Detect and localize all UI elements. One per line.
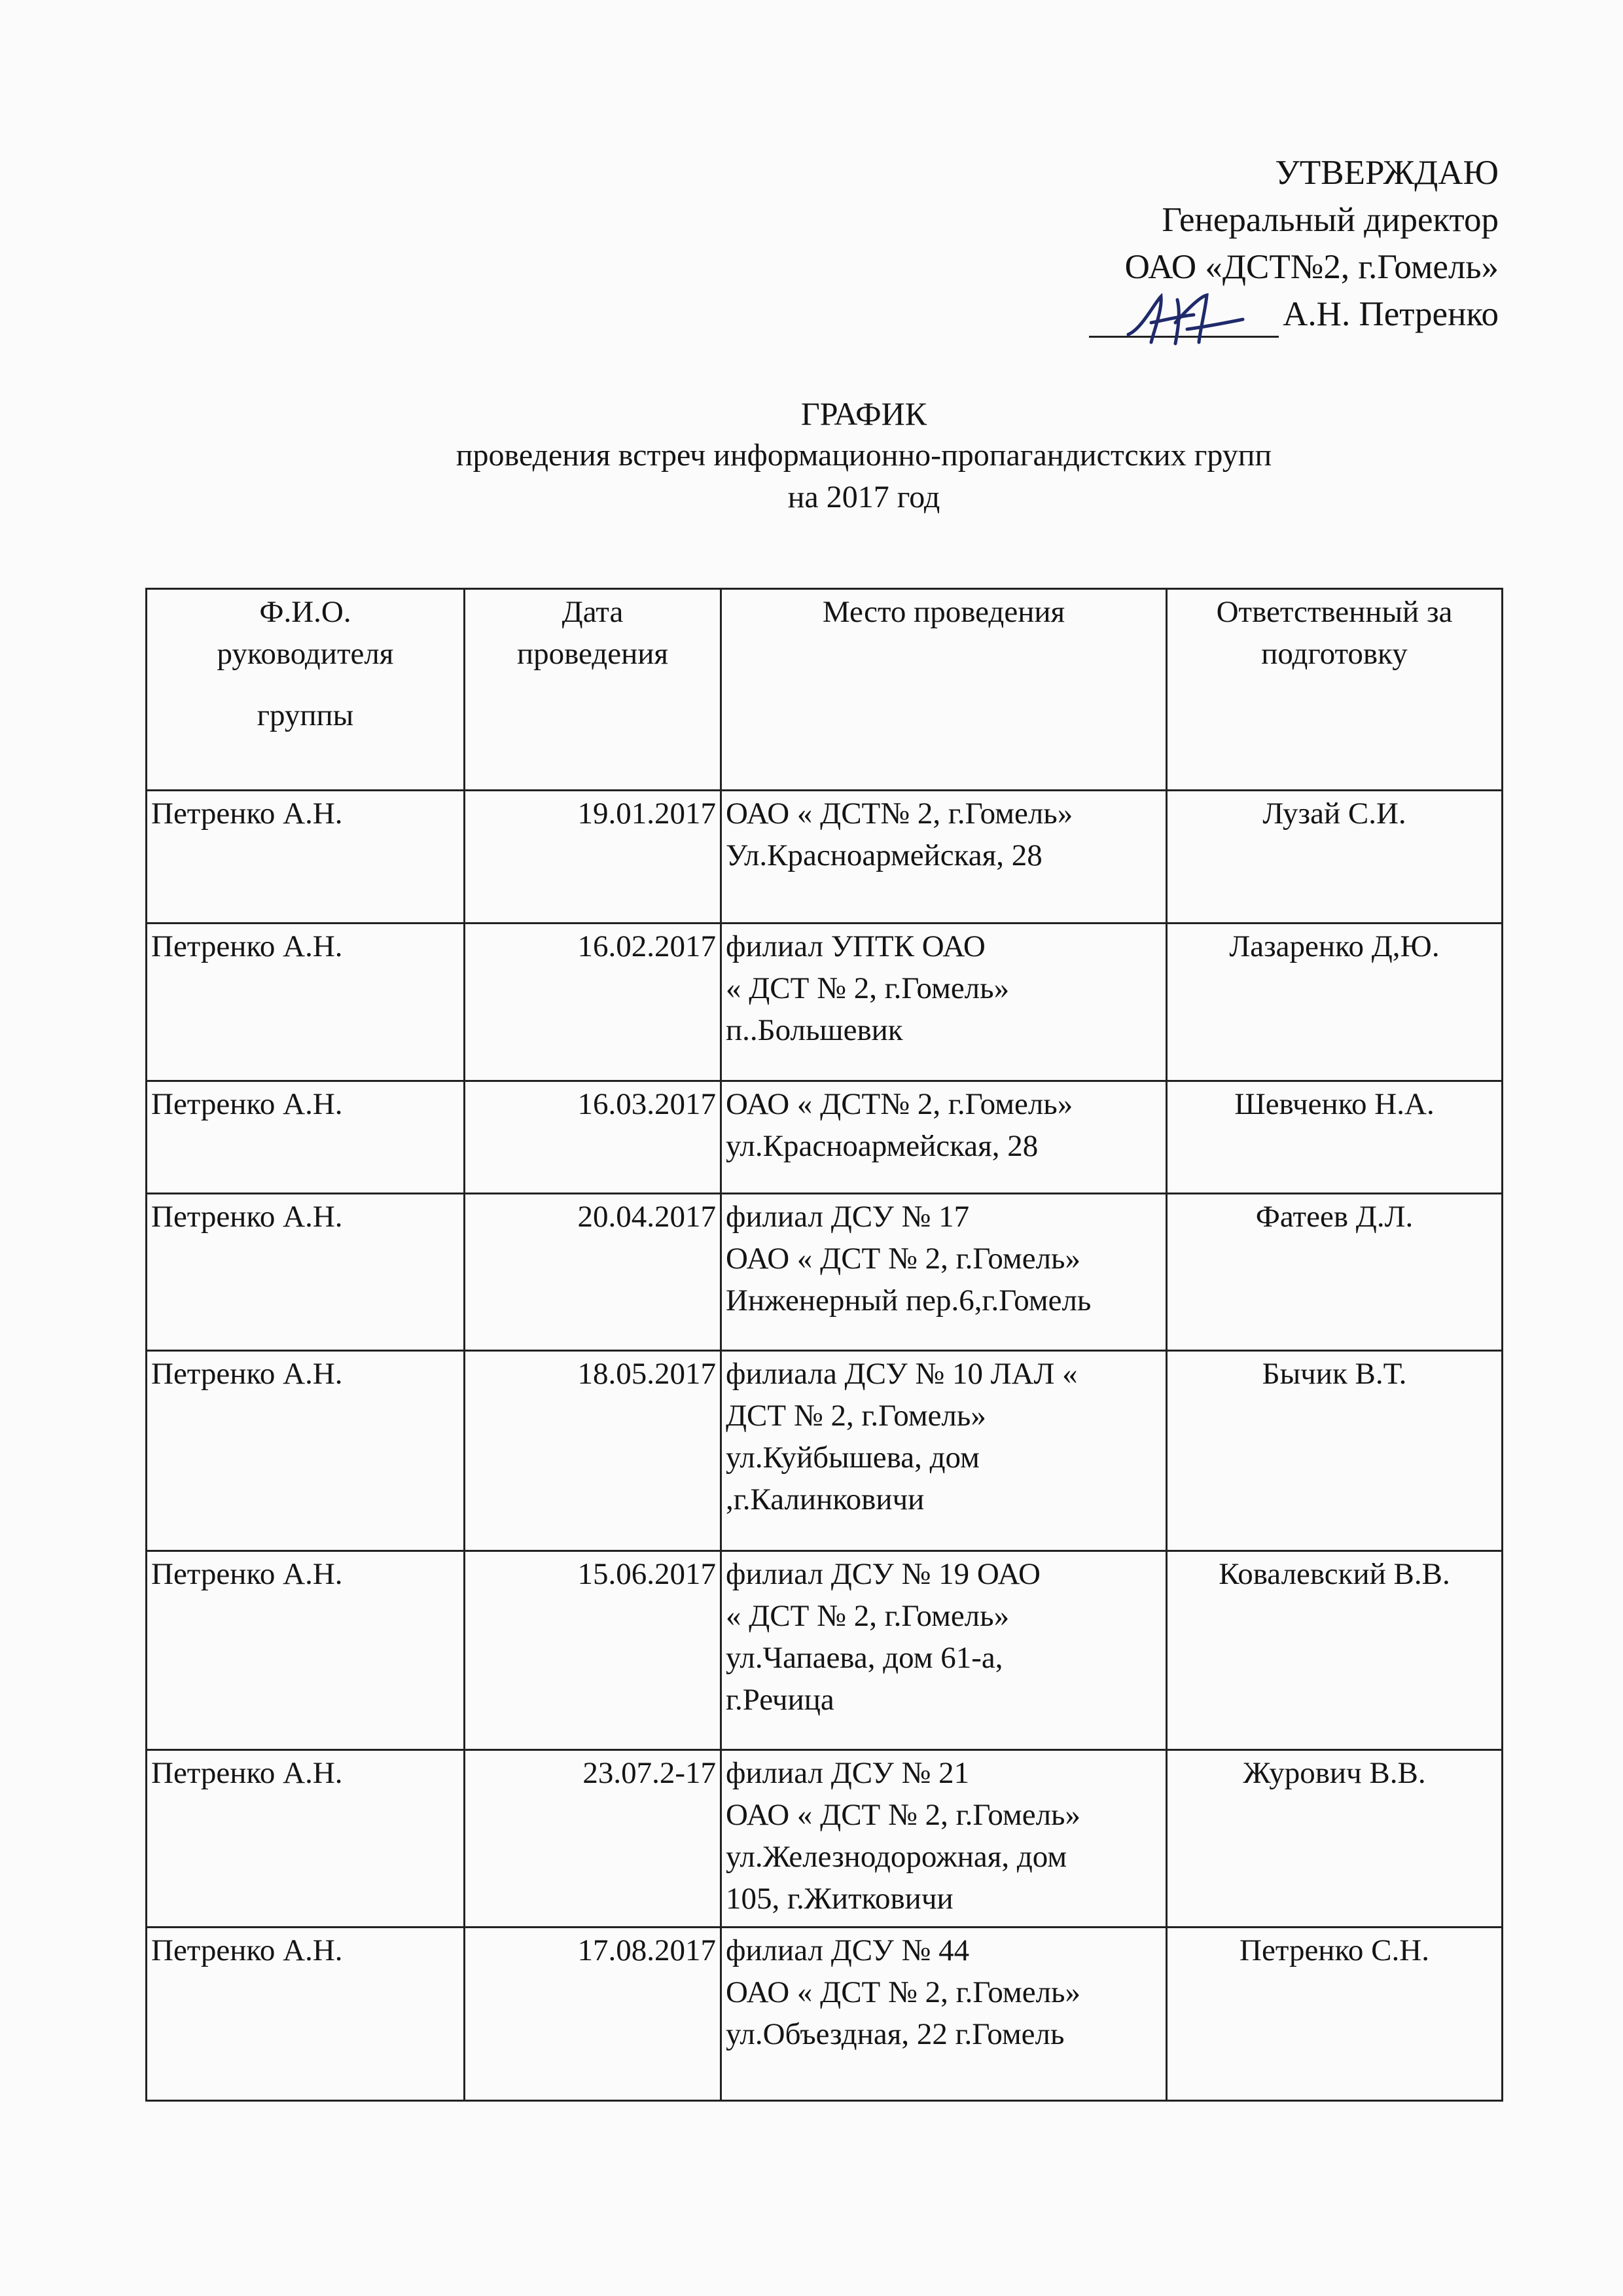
place-line: « ДСТ № 2, г.Гомель» (726, 971, 1010, 1005)
document-title: ГРАФИК (800, 395, 927, 432)
cell-leader: Петренко А.Н. (147, 924, 465, 1081)
cell-date: 17.08.2017 (465, 1928, 721, 2101)
cell-responsible: Бычик В.Т. (1167, 1351, 1503, 1551)
place-line: ОАО « ДСТ№ 2, г.Гомель» (726, 1087, 1073, 1121)
place-line: ОАО « ДСТ№ 2, г.Гомель» (726, 797, 1073, 831)
cell-place (721, 1194, 1167, 1351)
cell-leader: Петренко А.Н. (147, 1081, 465, 1194)
table-row (147, 791, 1503, 924)
cell-leader: Петренко А.Н. (147, 1351, 465, 1551)
cell-place (721, 924, 1167, 1081)
place-line: филиал ДСУ № 19 ОАО (726, 1557, 1041, 1591)
cell-leader: Петренко А.Н. (147, 1551, 465, 1750)
approval-organization: ОАО «ДСТ№2, г.Гомель» (1124, 248, 1499, 286)
header-date: Дата проведения (465, 589, 721, 791)
place-line: ОАО « ДСТ № 2, г.Гомель» (726, 1975, 1080, 2009)
cell-place (721, 1081, 1167, 1194)
place-line: филиал ДСУ № 44 (726, 1933, 970, 1967)
place-line: Ул.Красноармейская, 28 (726, 838, 1043, 872)
table-header-row (147, 589, 1503, 791)
place-line: филиала ДСУ № 10 ЛАЛ « (726, 1357, 1078, 1391)
signature-line (1089, 296, 1279, 338)
table-row (147, 1351, 1503, 1551)
cell-place (721, 1928, 1167, 2101)
place-line: ОАО « ДСТ № 2, г.Гомель» (726, 1798, 1080, 1832)
cell-responsible: Фатеев Д.Л. (1167, 1194, 1503, 1351)
cell-date: 18.05.2017 (465, 1351, 721, 1551)
cell-place (721, 791, 1167, 924)
place-line: филиал ДСУ № 21 (726, 1756, 970, 1790)
place-line: филиал ДСУ № 17 (726, 1200, 970, 1234)
header-leader: Ф.И.О. руководителя группы (147, 589, 465, 791)
cell-leader: Петренко А.Н. (147, 791, 465, 924)
cell-leader: Петренко А.Н. (147, 1928, 465, 2101)
place-line: ДСТ № 2, г.Гомель» (726, 1399, 986, 1433)
header-place: Место проведения (721, 589, 1167, 791)
cell-leader: Петренко А.Н. (147, 1194, 465, 1351)
place-line: « ДСТ № 2, г.Гомель» (726, 1599, 1010, 1633)
cell-date: 16.03.2017 (465, 1081, 721, 1194)
place-line: ул.Красноармейская, 28 (726, 1129, 1039, 1163)
place-line: Инженерный пер.6,г.Гомель (726, 1283, 1092, 1318)
place-line: ОАО « ДСТ № 2, г.Гомель» (726, 1242, 1080, 1276)
schedule-rows (147, 791, 1503, 2101)
place-line: п..Большевик (726, 1013, 903, 1047)
cell-responsible: Ковалевский В.В. (1167, 1551, 1503, 1750)
cell-date: 20.04.2017 (465, 1194, 721, 1351)
cell-responsible: Петренко С.Н. (1167, 1928, 1503, 2101)
cell-responsible: Шевченко Н.А. (1167, 1081, 1503, 1194)
cell-place (721, 1551, 1167, 1750)
place-line: г.Речица (726, 1683, 834, 1717)
table-row (147, 924, 1503, 1081)
table-row (147, 1081, 1503, 1194)
cell-leader: Петренко А.Н. (147, 1750, 465, 1928)
place-line: ул.Объездная, 22 г.Гомель (726, 2017, 1065, 2051)
table-row (147, 1194, 1503, 1351)
handwritten-signature (1115, 283, 1246, 355)
place-line: ул.Железнодорожная, дом (726, 1840, 1067, 1874)
document-title-block (144, 393, 1584, 518)
schedule-table (145, 588, 1503, 2102)
document-year: на 2017 год (787, 480, 940, 514)
place-line: ,г.Калинковичи (726, 1482, 925, 1516)
cell-date: 23.07.2-17 (465, 1750, 721, 1928)
cell-place (721, 1750, 1167, 1928)
place-line: ул.Чапаева, дом 61-а, (726, 1641, 1003, 1675)
table-row (147, 1928, 1503, 2101)
approval-block (1089, 149, 1499, 338)
approval-heading: УТВЕРЖДАЮ (1275, 154, 1499, 192)
place-line: филиал УПТК ОАО (726, 929, 986, 963)
cell-date: 15.06.2017 (465, 1551, 721, 1750)
document-subtitle: проведения встреч информационно-пропагандистских групп (455, 438, 1272, 473)
approval-position: Генеральный директор (1162, 201, 1499, 239)
cell-responsible: Лузай С.И. (1167, 791, 1503, 924)
cell-date: 19.01.2017 (465, 791, 721, 924)
approval-signatory: А.Н. Петренко (1283, 295, 1499, 333)
cell-date: 16.02.2017 (465, 924, 721, 1081)
cell-place (721, 1351, 1167, 1551)
table-row (147, 1750, 1503, 1928)
place-line: 105, г.Житковичи (726, 1882, 954, 1916)
cell-responsible: Лазаренко Д,Ю. (1167, 924, 1503, 1081)
header-responsible: Ответственный за подготовку (1167, 589, 1503, 791)
cell-responsible: Журович В.В. (1167, 1750, 1503, 1928)
table-row (147, 1551, 1503, 1750)
place-line: ул.Куйбышева, дом (726, 1441, 980, 1475)
